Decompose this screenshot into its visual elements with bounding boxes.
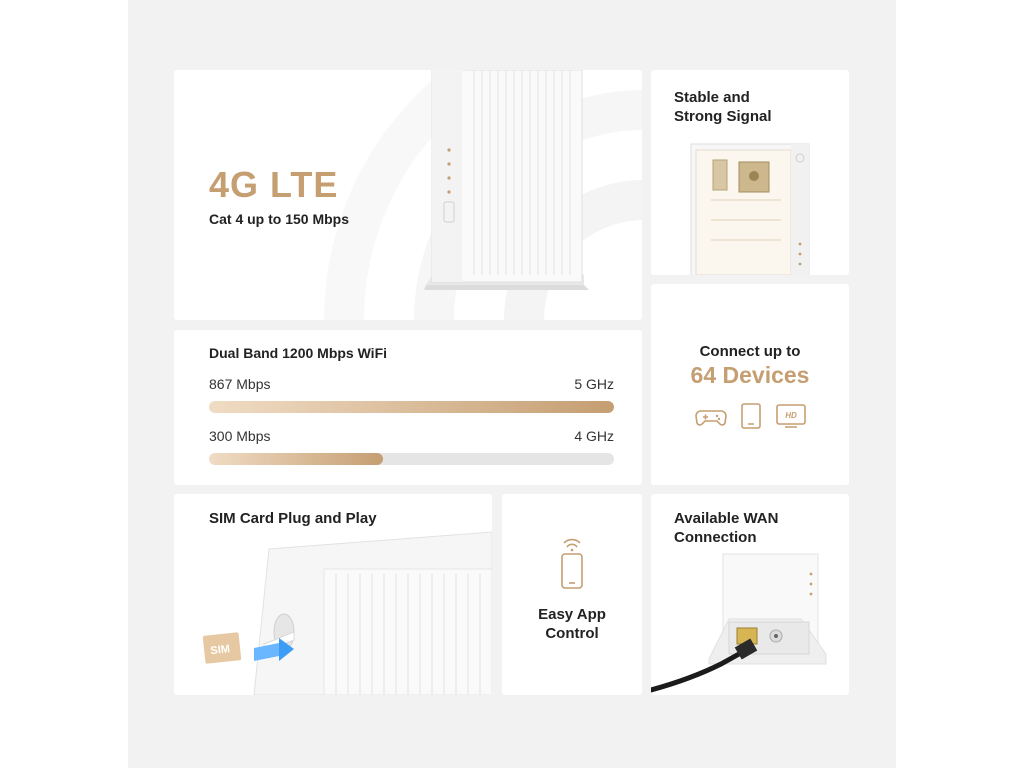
hd-tv-icon — [775, 402, 807, 430]
sim-card — [174, 494, 492, 695]
wan-card — [651, 494, 849, 695]
devices-count: 64 Devices — [690, 362, 810, 388]
lte-card — [174, 70, 642, 320]
signal-title-line1: Stable and — [674, 89, 750, 106]
wan-title-line1: Available WAN — [674, 510, 779, 527]
tablet-icon — [739, 402, 763, 430]
feature-canvas — [128, 0, 896, 768]
devices-card — [651, 284, 849, 485]
wan-title-line2: Connection — [674, 529, 757, 546]
router-wan-port-image — [651, 494, 849, 695]
sim-card-label: SIM — [209, 643, 231, 658]
wifi-card — [174, 330, 642, 485]
app-card — [502, 494, 642, 695]
phone-wifi-icon — [552, 534, 592, 590]
band2-speed: 300 Mbps — [209, 428, 271, 444]
band2-frequency: 4 GHz — [574, 428, 614, 444]
router-image — [414, 70, 614, 320]
app-title-line2: Control — [545, 625, 599, 642]
devices-line1: Connect up to — [699, 343, 801, 360]
sim-title: SIM Card Plug and Play — [209, 510, 377, 527]
band1-speed: 867 Mbps — [209, 376, 271, 392]
lte-subtitle: Cat 4 up to 150 Mbps — [209, 211, 350, 227]
signal-title-line2: Strong Signal — [674, 108, 772, 125]
band1-bar-fill — [209, 401, 614, 413]
band2-bar-fill — [209, 453, 383, 465]
band1-frequency: 5 GHz — [574, 376, 614, 392]
signal-card — [651, 70, 849, 275]
router-sim-slot-image — [174, 494, 492, 695]
band1-bar-track — [209, 401, 614, 413]
band2-bar-track — [209, 453, 614, 465]
app-title-line1: Easy App — [538, 606, 606, 623]
hd-label: HD — [785, 411, 797, 420]
router-interior-image — [651, 140, 849, 275]
wifi-title: Dual Band 1200 Mbps WiFi — [209, 345, 388, 361]
lte-title: 4G LTE — [209, 164, 339, 205]
gamepad-icon — [695, 404, 727, 430]
